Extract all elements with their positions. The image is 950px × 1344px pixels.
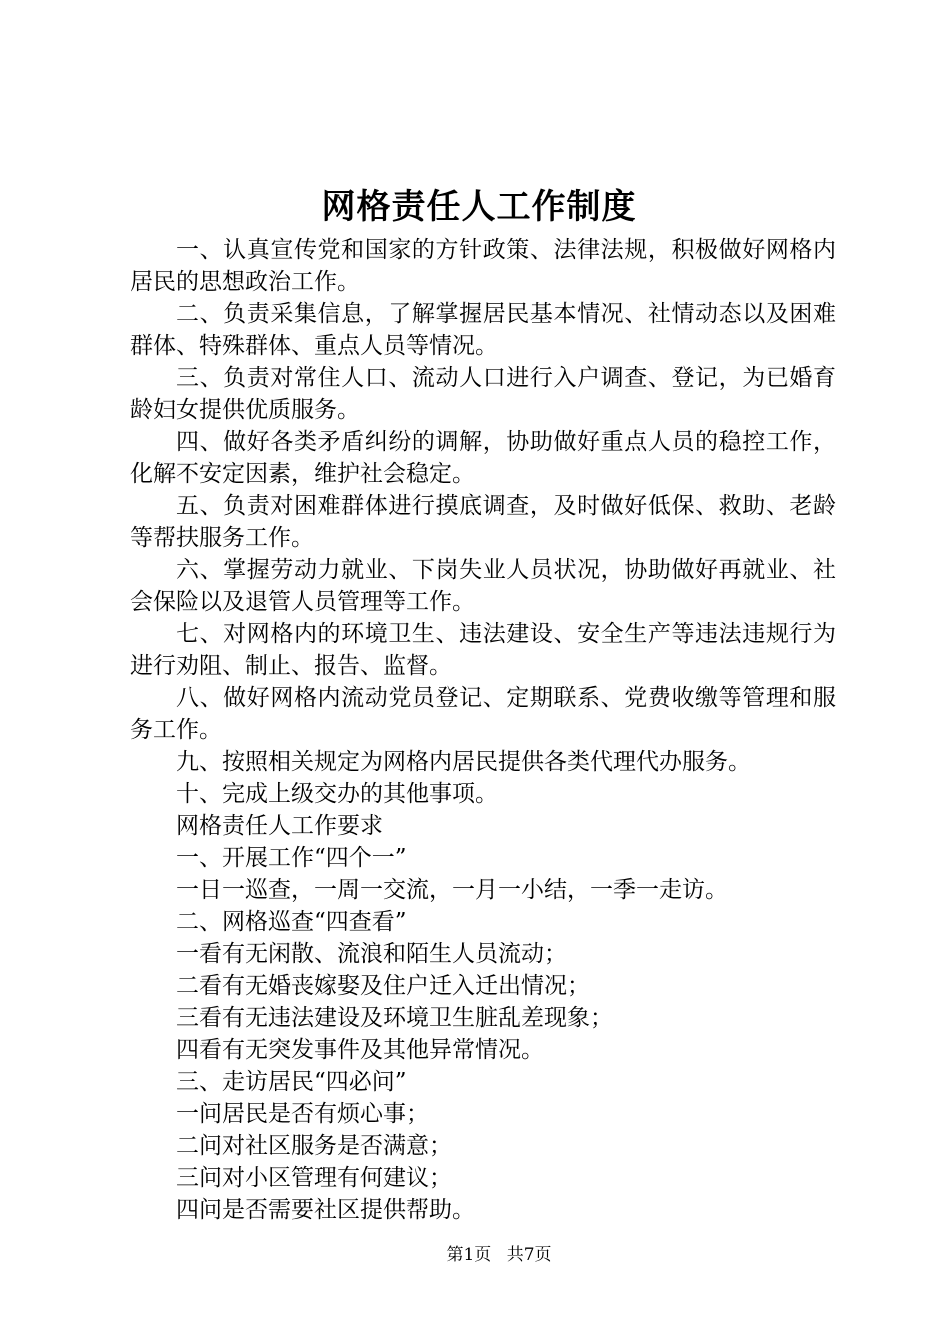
paragraph: 九、按照相关规定为网格内居民提供各类代理代办服务。	[176, 749, 751, 775]
paragraph: 一日一巡查，一周一交流，一月一小结，一季一走访。	[176, 877, 728, 903]
paragraph: 二、网格巡查“四查看”	[176, 909, 407, 935]
document-body	[130, 234, 836, 1226]
section-heading: 网格责任人工作要求	[176, 813, 383, 839]
paragraph: 一看有无闲散、流浪和陌生人员流动；	[176, 941, 567, 967]
paragraph: 二看有无婚丧嫁娶及住户迁入迁出情况；	[176, 973, 590, 999]
paragraph: 二问对社区服务是否满意；	[176, 1133, 452, 1159]
paragraph: 三、走访居民“四必问”	[176, 1069, 407, 1095]
paragraph: 十、完成上级交办的其他事项。	[176, 781, 498, 807]
paragraph: 三、负责对常住人口、流动人口进行入户调查、登记，为已婚育龄妇女提供优质服务。	[130, 365, 836, 423]
page-footer	[0, 1242, 950, 1268]
paragraph: 一、认真宣传党和国家的方针政策、法律法规，积极做好网格内居民的思想政治工作。	[130, 237, 836, 295]
paragraph: 三看有无违法建设及环境卫生脏乱差现象；	[176, 1005, 613, 1031]
paragraph: 八、做好网格内流动党员登记、定期联系、党费收缴等管理和服务工作。	[130, 685, 836, 743]
paragraph: 六、掌握劳动力就业、下岗失业人员状况，协助做好再就业、社会保险以及退管人员管理等工作。	[130, 557, 836, 615]
paragraph: 一、开展工作“四个一”	[176, 845, 407, 871]
paragraph: 四问是否需要社区提供帮助。	[176, 1197, 475, 1223]
paragraph: 一问居民是否有烦心事；	[176, 1101, 429, 1127]
paragraph: 四、做好各类矛盾纠纷的调解，协助做好重点人员的稳控工作，化解不安定因素，维护社会稳定。	[130, 429, 836, 487]
paragraph: 二、负责采集信息，了解掌握居民基本情况、社情动态以及困难群体、特殊群体、重点人员等情况。	[130, 301, 836, 359]
paragraph: 四看有无突发事件及其他异常情况。	[176, 1037, 544, 1063]
page-total: 共7页	[506, 1245, 552, 1265]
page-number: 第1页	[446, 1245, 492, 1265]
document-title: 网格责任人工作制度	[321, 187, 637, 227]
paragraph: 五、负责对困难群体进行摸底调查，及时做好低保、救助、老龄等帮扶服务工作。	[130, 493, 836, 551]
paragraph: 三问对小区管理有何建议；	[176, 1165, 452, 1191]
paragraph: 七、对网格内的环境卫生、违法建设、安全生产等违法违规行为进行劝阻、制止、报告、监督。	[130, 621, 836, 679]
